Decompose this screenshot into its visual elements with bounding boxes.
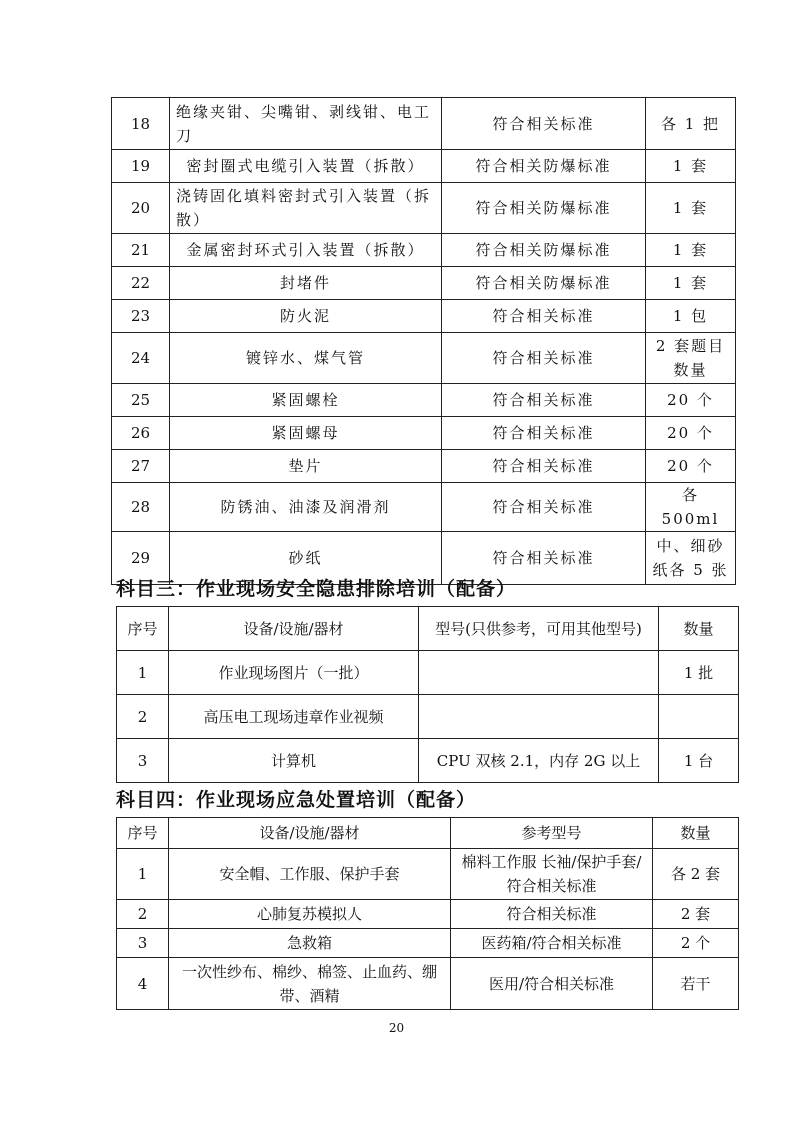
equipment-spec: [419, 695, 659, 739]
equipment-spec: 符合相关防爆标准: [442, 183, 646, 234]
row-number: 27: [112, 450, 170, 483]
table-row: [112, 384, 736, 417]
equipment-qty: 各 2 套: [653, 849, 739, 900]
equipment-qty: 1 套: [646, 150, 736, 183]
header-model: 参考型号: [451, 818, 653, 849]
equipment-name: 防火泥: [170, 300, 442, 333]
table-row: [112, 417, 736, 450]
row-number: 4: [117, 958, 169, 1010]
equipment-qty: 20 个: [646, 417, 736, 450]
equipment-spec: 医药箱/符合相关标准: [451, 929, 653, 958]
table-row: [112, 267, 736, 300]
equipment-spec: [419, 651, 659, 695]
equipment-qty: 1 套: [646, 234, 736, 267]
row-number: 22: [112, 267, 170, 300]
equipment-name: 绝缘夹钳、尖嘴钳、剥线钳、电工刀: [170, 98, 442, 150]
row-number: 3: [117, 739, 169, 783]
equipment-qty: 1 批: [659, 651, 739, 695]
equipment-table-continued: [111, 97, 736, 585]
equipment-qty: 1 套: [646, 267, 736, 300]
equipment-qty: 2 个: [653, 929, 739, 958]
equipment-name: 浇铸固化填料密封式引入装置（拆散）: [170, 183, 442, 234]
section3-title: 科目三：作业现场安全隐患排除培训（配备）: [116, 578, 517, 600]
equipment-qty: 2 套: [653, 900, 739, 929]
table-row: [112, 483, 736, 532]
equipment-name: 镀锌水、煤气管: [170, 333, 442, 384]
table-row: [112, 234, 736, 267]
table-row: [117, 900, 739, 929]
equipment-spec: 符合相关防爆标准: [442, 267, 646, 300]
equipment-name: 金属密封环式引入装置（拆散）: [170, 234, 442, 267]
header-number: 序号: [117, 818, 169, 849]
row-number: 23: [112, 300, 170, 333]
equipment-qty: 各 500ml: [646, 483, 736, 532]
row-number: 3: [117, 929, 169, 958]
equipment-name: 高压电工现场违章作业视频: [169, 695, 419, 739]
table-row: [117, 849, 739, 900]
equipment-qty: 20 个: [646, 450, 736, 483]
table-row: [112, 333, 736, 384]
equipment-qty: 1 包: [646, 300, 736, 333]
row-number: 24: [112, 333, 170, 384]
equipment-spec: 符合相关标准: [442, 532, 646, 585]
section4-title: 科目四：作业现场应急处置培训（配备）: [116, 789, 477, 811]
equipment-qty: [659, 695, 739, 739]
row-number: 18: [112, 98, 170, 150]
equipment-name: 防锈油、油漆及润滑剂: [170, 483, 442, 532]
table-row: [112, 150, 736, 183]
equipment-name: 封堵件: [170, 267, 442, 300]
equipment-spec: 医用/符合相关标准: [451, 958, 653, 1010]
section3-equipment-table: [116, 606, 739, 783]
header-model: 型号(只供参考，可用其他型号): [419, 607, 659, 651]
equipment-name: 紧固螺母: [170, 417, 442, 450]
table-row: [112, 300, 736, 333]
equipment-name: 安全帽、工作服、保护手套: [169, 849, 451, 900]
table-row: [112, 183, 736, 234]
section4-equipment-table: [116, 817, 739, 1010]
equipment-qty: 1 套: [646, 183, 736, 234]
header-equipment: 设备/设施/器材: [169, 818, 451, 849]
equipment-spec: 符合相关标准: [442, 300, 646, 333]
table-header-row: [117, 818, 739, 849]
table-row: [112, 98, 736, 150]
row-number: 2: [117, 900, 169, 929]
page-number: 20: [388, 1021, 405, 1035]
equipment-name: 垫片: [170, 450, 442, 483]
header-quantity: 数量: [659, 607, 739, 651]
equipment-name: 紧固螺栓: [170, 384, 442, 417]
equipment-spec: CPU 双核 2.1，内存 2G 以上: [419, 739, 659, 783]
equipment-name: 密封圈式电缆引入装置（拆散）: [170, 150, 442, 183]
row-number: 19: [112, 150, 170, 183]
table-row: [117, 958, 739, 1010]
equipment-spec: 符合相关标准: [442, 417, 646, 450]
equipment-qty: 2 套题目数量: [646, 333, 736, 384]
row-number: 21: [112, 234, 170, 267]
equipment-spec: 符合相关防爆标准: [442, 234, 646, 267]
equipment-name: 急救箱: [169, 929, 451, 958]
equipment-name: 一次性纱布、棉纱、棉签、止血药、绷带、酒精: [169, 958, 451, 1010]
equipment-name: 作业现场图片（一批）: [169, 651, 419, 695]
equipment-qty: 中、细砂纸各 5 张: [646, 532, 736, 585]
equipment-spec: 符合相关标准: [442, 384, 646, 417]
table-row: [112, 450, 736, 483]
header-quantity: 数量: [653, 818, 739, 849]
equipment-qty: 各 1 把: [646, 98, 736, 150]
row-number: 29: [112, 532, 170, 585]
header-number: 序号: [117, 607, 169, 651]
row-number: 2: [117, 695, 169, 739]
row-number: 1: [117, 849, 169, 900]
equipment-qty: 1 台: [659, 739, 739, 783]
equipment-spec: 符合相关标准: [442, 333, 646, 384]
table-row: [117, 651, 739, 695]
row-number: 26: [112, 417, 170, 450]
equipment-spec: 棉料工作服 长袖/保护手套/符合相关标准: [451, 849, 653, 900]
equipment-spec: 符合相关标准: [442, 450, 646, 483]
row-number: 20: [112, 183, 170, 234]
equipment-name: 砂纸: [170, 532, 442, 585]
header-equipment: 设备/设施/器材: [169, 607, 419, 651]
equipment-spec: 符合相关标准: [442, 98, 646, 150]
table-row: [117, 739, 739, 783]
equipment-name: 计算机: [169, 739, 419, 783]
table-header-row: [117, 607, 739, 651]
equipment-spec: 符合相关标准: [451, 900, 653, 929]
equipment-qty: 若干: [653, 958, 739, 1010]
equipment-qty: 20 个: [646, 384, 736, 417]
table-row: [117, 929, 739, 958]
equipment-spec: 符合相关标准: [442, 483, 646, 532]
row-number: 25: [112, 384, 170, 417]
row-number: 28: [112, 483, 170, 532]
table-row: [117, 695, 739, 739]
row-number: 1: [117, 651, 169, 695]
equipment-spec: 符合相关防爆标准: [442, 150, 646, 183]
equipment-name: 心肺复苏模拟人: [169, 900, 451, 929]
